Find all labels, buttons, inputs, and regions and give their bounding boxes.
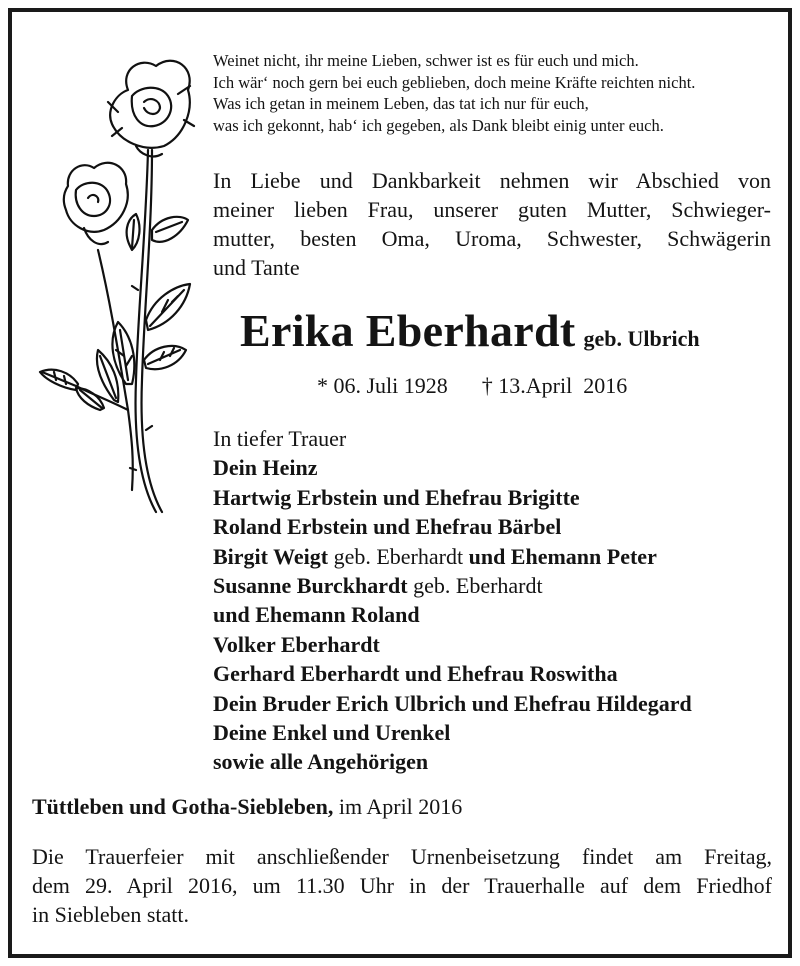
mourner-line: Dein Bruder Erich Ulbrich und Ehefrau Hildegard: [213, 690, 692, 716]
mourner-line: [213, 542, 773, 571]
mourner-line: Roland Erbstein und Ehefrau Bärbel: [213, 514, 562, 540]
birth-name: geb. Ulbrich: [583, 326, 700, 351]
poem-line: Weinet nicht, ihr meine Lieben, schwer ist es für euch und mich.: [213, 51, 639, 70]
mourner-line: Gerhard Eberhardt und Ehefrau Roswitha: [213, 661, 618, 687]
mourner-line: Deine Enkel und Urenkel: [213, 720, 451, 746]
mourners-heading: In tiefer Trauer: [213, 426, 347, 451]
notice-date: im April 2016: [333, 794, 463, 819]
rose-illustration: [28, 50, 200, 520]
mourner-line: Volker Eberhardt: [213, 631, 380, 657]
intro-line: und Tante: [213, 255, 300, 280]
mourner-partner: und Ehemann Peter: [468, 543, 657, 569]
mourners-list: [213, 424, 773, 777]
mourner-line: Dein Heinz: [213, 455, 318, 481]
life-dates: [317, 373, 627, 399]
intro-line: In Liebe und Dankbarkeit nehmen wir Abschied von: [213, 168, 771, 193]
intro-line: meiner lieben Frau, unserer guten Mutter, Schwieger-: [213, 197, 771, 222]
mourner-line: Hartwig Erbstein und Ehefrau Brigitte: [213, 484, 580, 510]
mourner-birth-name: geb. Eberhardt: [407, 573, 543, 599]
place-date-line: [32, 794, 462, 820]
mourner-line: [213, 571, 773, 600]
locations: Tüttleben und Gotha-Siebleben,: [32, 794, 334, 819]
birth-date: * 06. Juli 1928: [317, 373, 448, 398]
deceased-name: Erika Eberhardt: [240, 305, 576, 356]
death-date: † 13.April 2016: [481, 373, 628, 398]
mourner-name: Birgit Weigt: [213, 543, 329, 569]
poem-line: was ich gekonnt, hab‘ ich gegeben, als Dank bleibt einig unter euch.: [213, 115, 664, 135]
funeral-line: Die Trauerfeier mit anschließender Urnenbeisetzung findet am Freitag,: [32, 844, 772, 869]
funeral-line: dem 29. April 2016, um 11.30 Uhr in der Trauerhalle auf dem Friedhof: [32, 873, 772, 898]
deceased-name-block: [240, 304, 780, 357]
intro-line: mutter, besten Oma, Uroma, Schwester, Schwägerin: [213, 226, 771, 251]
mourner-line: und Ehemann Roland: [213, 602, 420, 628]
intro-text: [213, 166, 771, 282]
mourner-birth-name: geb. Eberhardt: [328, 543, 469, 569]
mourner-name: Susanne Burckhardt: [213, 573, 408, 599]
mourner-line: sowie alle Angehörigen: [213, 749, 429, 775]
funeral-line: in Siebleben statt.: [32, 902, 190, 927]
funeral-details: [32, 842, 772, 929]
poem-line: Ich wär‘ noch gern bei euch geblieben, doch meine Kräfte reichten nicht.: [213, 72, 696, 92]
poem-line: Was ich getan in meinem Leben, das tat ich nur für euch,: [213, 94, 589, 113]
farewell-poem: [213, 50, 783, 136]
